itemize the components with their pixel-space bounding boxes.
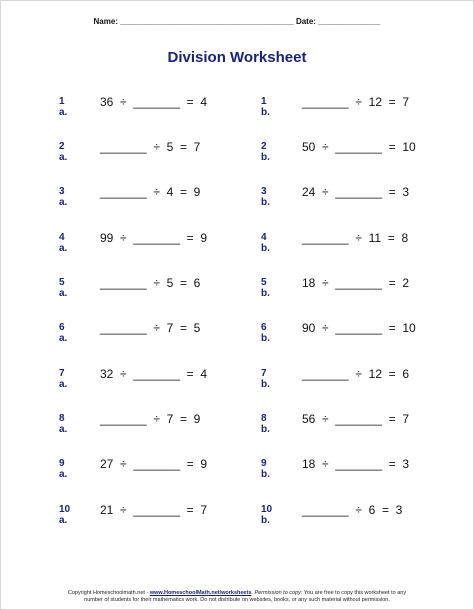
problem-label: 10 a. xyxy=(59,504,71,526)
problem-label: 10 b. xyxy=(261,504,273,526)
problem-expression: 90 ÷ _______ = 10 xyxy=(302,321,416,335)
problem-label: 2 a. xyxy=(59,141,68,163)
problem-label: 9 a. xyxy=(59,458,68,480)
problem-label: 3 a. xyxy=(59,186,68,208)
problem-expression: 99 ÷ _______ = 9 xyxy=(100,231,208,245)
footer-copyright: Copyright Homeschoolmath.net - xyxy=(67,590,150,596)
footer-permission-text: You are free to copy this worksheet to any xyxy=(302,590,407,596)
problem-label: 9 b. xyxy=(261,458,270,480)
problem-label: 6 b. xyxy=(261,322,270,344)
problem-expression: 21 ÷ _______ = 7 xyxy=(100,503,208,517)
problem-expression: _______ ÷ 7 = 9 xyxy=(100,412,201,426)
problem-label: 1 a. xyxy=(59,96,68,118)
copyright-footer xyxy=(0,590,474,604)
problem-expression: _______ ÷ 12 = 7 xyxy=(302,95,410,109)
problem-expression: 36 ÷ _______ = 4 xyxy=(100,95,208,109)
problem-expression: _______ ÷ 5 = 6 xyxy=(100,276,201,290)
worksheets-link[interactable]: www.HomeschoolMath.net/worksheets xyxy=(149,590,252,596)
problem-label: 5 a. xyxy=(59,277,68,299)
problem-expression: 56 ÷ _______ = 7 xyxy=(302,412,410,426)
problem-expression: 24 ÷ _______ = 3 xyxy=(302,185,410,199)
footer-line-2: number of students for their mathematics work. Do not distribute on websites, books, or any such material without permission. xyxy=(84,597,390,603)
problem-label: 7 a. xyxy=(59,368,68,390)
problem-expression: 18 ÷ _______ = 3 xyxy=(302,457,410,471)
problem-expression: 50 ÷ _______ = 10 xyxy=(302,140,416,154)
problem-expression: _______ ÷ 6 = 3 xyxy=(302,503,403,517)
worksheet-title: Division Worksheet xyxy=(167,49,307,66)
problem-label: 2 b. xyxy=(261,141,270,163)
footer-line-1: Copyright Homeschoolmath.net - www.HomeschoolMath.net/worksheets. Permission to copy: You are free to copy this worksheet to any xyxy=(67,590,407,596)
problem-expression: 18 ÷ _______ = 2 xyxy=(302,276,410,290)
problem-label: 7 b. xyxy=(261,368,270,390)
problem-label: 4 b. xyxy=(261,232,270,254)
footer-permission-label: Permission to copy: xyxy=(254,590,303,596)
problem-expression: _______ ÷ 5 = 7 xyxy=(100,140,201,154)
problem-label: 3 b. xyxy=(261,186,270,208)
problem-expression: 27 ÷ _______ = 9 xyxy=(100,457,208,471)
problem-expression: 32 ÷ _______ = 4 xyxy=(100,367,208,381)
problem-label: 8 b. xyxy=(261,413,270,435)
problem-label: 6 a. xyxy=(59,322,68,344)
problem-expression: _______ ÷ 7 = 5 xyxy=(100,321,201,335)
problem-label: 4 a. xyxy=(59,232,68,254)
problem-expression: _______ ÷ 4 = 9 xyxy=(100,185,201,199)
name-date-line: Name: _______________________________________ Date: ______________ xyxy=(93,17,381,26)
problem-label: 8 a. xyxy=(59,413,68,435)
problem-label: 1 b. xyxy=(261,96,270,118)
problem-expression: _______ ÷ 11 = 8 xyxy=(302,231,409,245)
problem-label: 5 b. xyxy=(261,277,270,299)
problem-expression: _______ ÷ 12 = 6 xyxy=(302,367,410,381)
